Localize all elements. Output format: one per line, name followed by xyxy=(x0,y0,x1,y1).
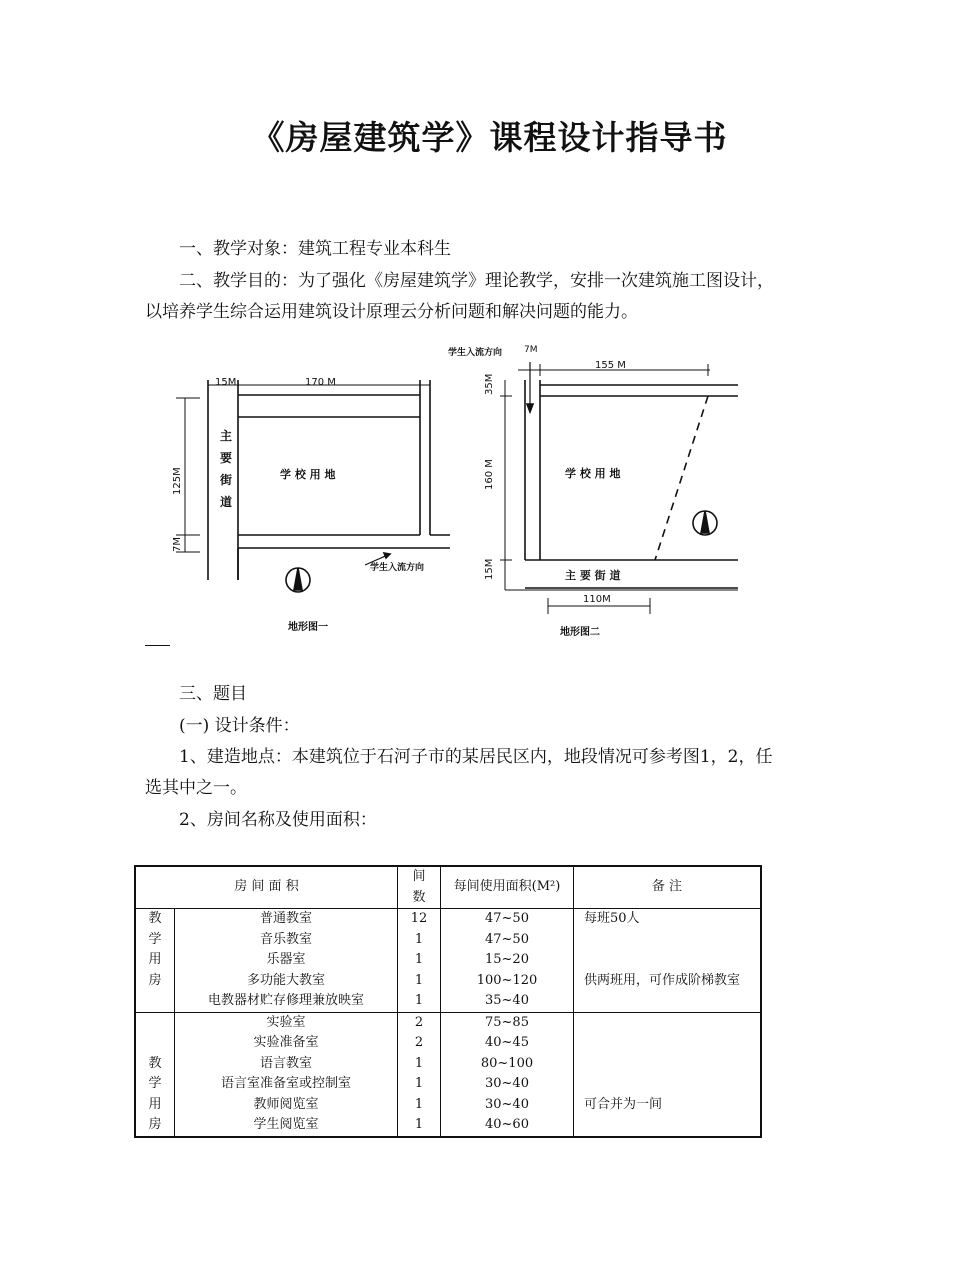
section-teaching-goal: 二、教学目的：为了强化《房屋建筑学》理论教学，安排一次建筑施工图设计， xyxy=(179,271,774,291)
group2-notes xyxy=(574,1012,762,1137)
room-name: 普通教室 xyxy=(259,911,312,926)
room-name: 多功能大教室 xyxy=(246,972,325,988)
map2-dim-160m: 160 M xyxy=(484,459,495,490)
section-location-cont: 选其中之一。 xyxy=(145,778,247,798)
map2-site-label: 学 校 用 地 xyxy=(565,467,621,480)
header-count-line1: 间 xyxy=(412,869,426,884)
category-char: 房 xyxy=(148,1117,162,1132)
room-name: 电教器材贮存修理兼放映室 xyxy=(207,993,364,1008)
map1-site-label: 学 校 用 地 xyxy=(280,468,336,481)
header-area: 每间使用面积(M²) xyxy=(441,866,574,909)
document-title: 《房屋建筑学》课程设计指导书 xyxy=(251,118,728,157)
room-area: 47~50 xyxy=(485,911,529,926)
room-area: 15~20 xyxy=(485,952,529,967)
category-char: 教 xyxy=(148,1055,162,1071)
room-name: 实验准备室 xyxy=(253,1035,319,1050)
room-note xyxy=(584,1033,760,1054)
group1-names xyxy=(175,909,398,1013)
map2-dim-35m: 35M xyxy=(484,373,495,395)
room-note xyxy=(584,1074,760,1095)
map1-dim-170m: 170 M xyxy=(305,377,336,388)
map2-dim-15m: 15M xyxy=(484,558,495,580)
section-location: 1、建造地点：本建筑位于石河子市的某居民区内，地段情况可参考图1，2，任 xyxy=(179,747,773,767)
table-group-teaching-2 xyxy=(135,1012,761,1137)
room-note xyxy=(584,1013,760,1034)
room-area: 75~85 xyxy=(485,1014,529,1030)
room-name: 实验室 xyxy=(266,1014,306,1030)
map2-street-label: 主 要 街 道 xyxy=(565,569,621,582)
category-char xyxy=(136,1033,174,1054)
room-area: 40~45 xyxy=(485,1035,529,1050)
room-note xyxy=(584,930,760,951)
group2-category xyxy=(135,1012,175,1137)
room-name: 语言室准备室或控制室 xyxy=(220,1076,351,1091)
category-char: 房 xyxy=(148,972,162,988)
section-teaching-target: 一、教学对象：建筑工程专业本科生 xyxy=(179,239,451,259)
table-group-teaching-1 xyxy=(135,909,761,1013)
room-count: 1 xyxy=(414,1117,424,1132)
map2-caption: 地形图二 xyxy=(560,627,600,638)
room-count: 1 xyxy=(414,993,424,1008)
room-name: 乐器室 xyxy=(266,952,306,967)
room-count: 1 xyxy=(414,931,424,947)
section-room-areas: 2、房间名称及使用面积： xyxy=(179,810,377,830)
map2-dim-155m: 155 M xyxy=(595,360,626,371)
map1-street-char-2: 要 xyxy=(220,451,233,465)
group1-areas xyxy=(441,909,574,1013)
room-note xyxy=(584,1054,760,1075)
map2-dim-110m: 110M xyxy=(583,594,611,605)
category-char xyxy=(136,1013,174,1034)
table-header-row xyxy=(135,866,761,909)
header-count-line2: 数 xyxy=(412,889,426,905)
room-count: 12 xyxy=(410,911,428,926)
group1-counts xyxy=(398,909,441,1013)
room-area: 40~60 xyxy=(485,1117,529,1132)
map1-street-char-3: 街 xyxy=(220,473,233,487)
room-area: 35~40 xyxy=(485,993,529,1008)
room-note xyxy=(584,1115,760,1136)
map1-entry-label: 学生入流方向 xyxy=(370,563,425,573)
room-area: 80~100 xyxy=(480,1055,534,1071)
map1-street-char-4: 道 xyxy=(220,495,233,509)
room-count: 1 xyxy=(414,1076,424,1091)
room-count: 2 xyxy=(414,1035,424,1050)
map1-dim-125m: 125M xyxy=(172,467,183,495)
header-note: 备 注 xyxy=(574,866,762,909)
map1-dim-7m: 7M xyxy=(172,537,183,552)
group2-areas xyxy=(441,1012,574,1137)
room-area-table xyxy=(134,865,762,1138)
group1-category xyxy=(135,909,175,1013)
category-char: 用 xyxy=(148,952,162,967)
room-area: 100~120 xyxy=(476,972,538,988)
section-design-conditions: (一) 设计条件： xyxy=(179,716,300,736)
map1-caption: 地形图一 xyxy=(288,622,328,633)
room-count: 1 xyxy=(414,1096,424,1112)
map1-dim-15m: 15M xyxy=(215,377,237,388)
divider-line xyxy=(145,645,170,646)
category-char: 教 xyxy=(148,911,162,926)
room-name: 学生阅览室 xyxy=(253,1117,319,1132)
map2-entry-label: 学生入流方向 xyxy=(448,348,503,358)
room-note: 每班50人 xyxy=(584,911,640,926)
group2-counts xyxy=(398,1012,441,1137)
section-teaching-goal-cont: 以培养学生综合运用建筑设计原理云分析问题和解决问题的能力。 xyxy=(145,302,638,322)
room-name: 教师阅览室 xyxy=(253,1096,319,1112)
room-note: 可合并为一间 xyxy=(584,1096,663,1112)
room-count: 1 xyxy=(414,952,424,967)
room-count: 1 xyxy=(414,1055,424,1071)
group1-notes xyxy=(574,909,762,1013)
header-count xyxy=(398,866,441,909)
category-char: 学 xyxy=(148,1076,162,1091)
category-char: 用 xyxy=(148,1096,162,1112)
category-char: 学 xyxy=(148,931,162,947)
site-plans-figure xyxy=(140,340,840,660)
section-topic: 三、题目 xyxy=(179,684,247,704)
room-area: 30~40 xyxy=(485,1076,529,1091)
map2-dim-7m: 7M xyxy=(524,345,538,355)
room-count: 1 xyxy=(414,972,424,988)
room-note xyxy=(584,950,760,971)
room-note: 供两班用，可作成阶梯教室 xyxy=(584,972,741,988)
room-name: 音乐教室 xyxy=(259,931,312,947)
room-name: 语言教室 xyxy=(259,1055,312,1071)
site-plans-svg xyxy=(140,340,840,660)
room-count: 2 xyxy=(414,1014,424,1030)
group2-names xyxy=(175,1012,398,1137)
map1-street-char-1: 主 xyxy=(220,429,233,443)
header-room: 房 间 面 积 xyxy=(135,866,398,909)
room-area: 30~40 xyxy=(485,1096,529,1112)
room-note xyxy=(584,991,760,1012)
room-area: 47~50 xyxy=(485,931,529,947)
